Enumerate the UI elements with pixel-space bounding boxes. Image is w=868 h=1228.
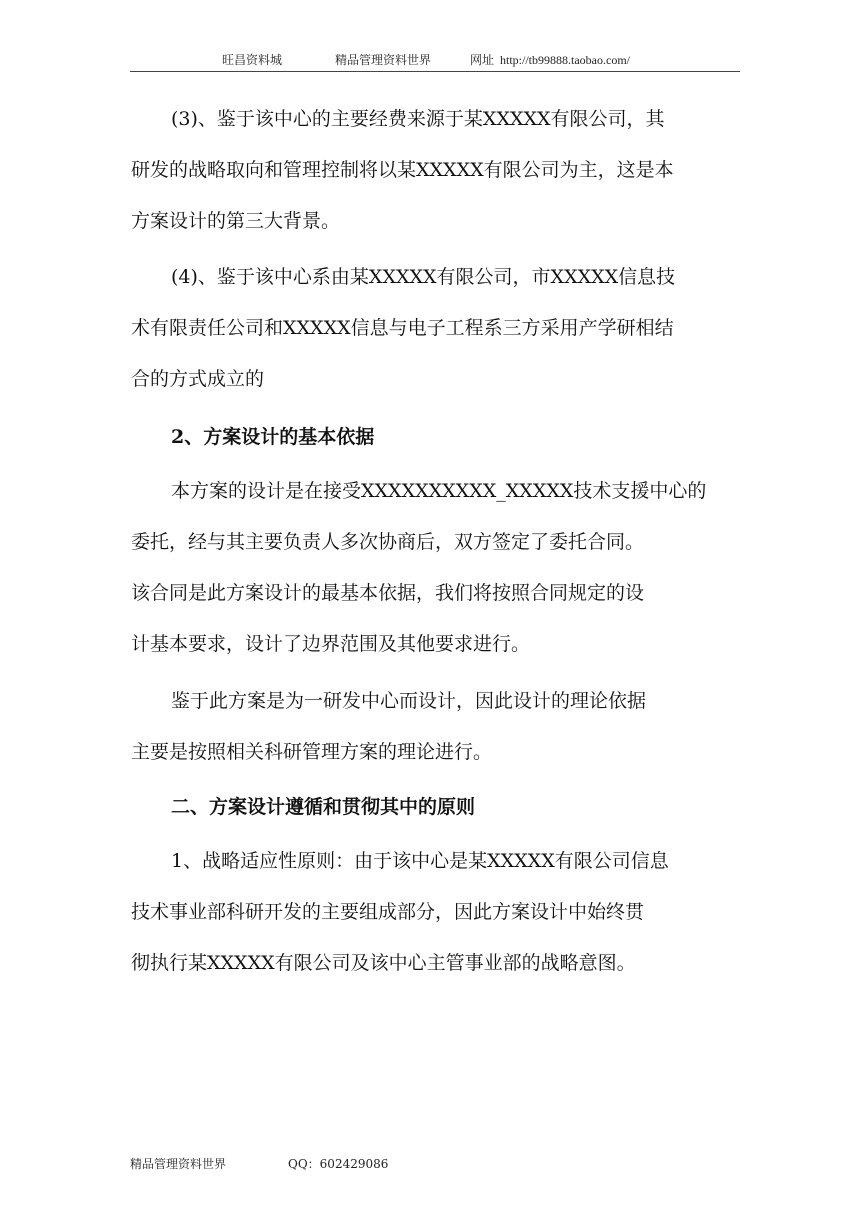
header-site-name: 旺昌资料城 xyxy=(222,53,283,67)
paragraph-background-4 xyxy=(131,252,737,405)
text-line: 技术事业部科研开发的主要组成部分，因此方案设计中始终贯 xyxy=(131,901,645,923)
page-footer xyxy=(130,1155,740,1175)
header-slogan: 精品管理资料世界 xyxy=(335,53,432,67)
header-divider xyxy=(130,71,740,72)
text-line: 研发的战略取向和管理控制将以某XXXXX有限公司为主，这是本 xyxy=(131,159,674,181)
text-line: 委托，经与其主要负责人多次协商后，双方签定了委托合同。 xyxy=(131,531,645,553)
paragraph-principle-1 xyxy=(131,836,737,989)
text-line: (4)、鉴于该中心系由某XXXXX有限公司，市XXXXX信息技 xyxy=(171,266,676,288)
section-heading-basis: 2、方案设计的基本依据 xyxy=(171,426,375,448)
section-heading-principles: 二、方案设计遵循和贯彻其中的原则 xyxy=(171,796,476,818)
text-line: 术有限责任公司和XXXXX信息与电子工程系三方采用产学研相结 xyxy=(131,317,674,339)
text-line: 合的方式成立的 xyxy=(131,368,265,390)
text-line: 本方案的设计是在接受XXXXXXXXXX_XXXXX技术支援中心的 xyxy=(171,480,707,502)
paragraph-theory xyxy=(131,676,737,778)
footer-left-text: 精品管理资料世界 xyxy=(130,1157,227,1171)
text-line: 彻执行某XXXXX有限公司及该中心主管事业部的战略意图。 xyxy=(131,952,636,974)
text-line: (3)、鉴于该中心的主要经费来源于某XXXXX有限公司，其 xyxy=(171,108,665,130)
page-header xyxy=(130,52,740,72)
text-line: 1、战略适应性原则：由于该中心是某XXXXX有限公司信息 xyxy=(171,850,669,872)
text-line: 计基本要求，设计了边界范围及其他要求进行。 xyxy=(131,633,531,655)
text-line: 方案设计的第三大背景。 xyxy=(131,210,341,232)
footer-qq: QQ：602429086 xyxy=(288,1157,389,1171)
text-line: 鉴于此方案是为一研发中心而设计，因此设计的理论依据 xyxy=(171,690,647,712)
text-line: 主要是按照相关科研管理方案的理论进行。 xyxy=(131,741,493,763)
paragraph-background-3 xyxy=(131,94,737,247)
header-url-label: 网址 xyxy=(470,53,495,67)
text-line: 该合同是此方案设计的最基本依据，我们将按照合同规定的设 xyxy=(131,582,645,604)
header-url: http://tb99888.taobao.com/ xyxy=(500,53,630,67)
paragraph-basis xyxy=(131,466,737,670)
